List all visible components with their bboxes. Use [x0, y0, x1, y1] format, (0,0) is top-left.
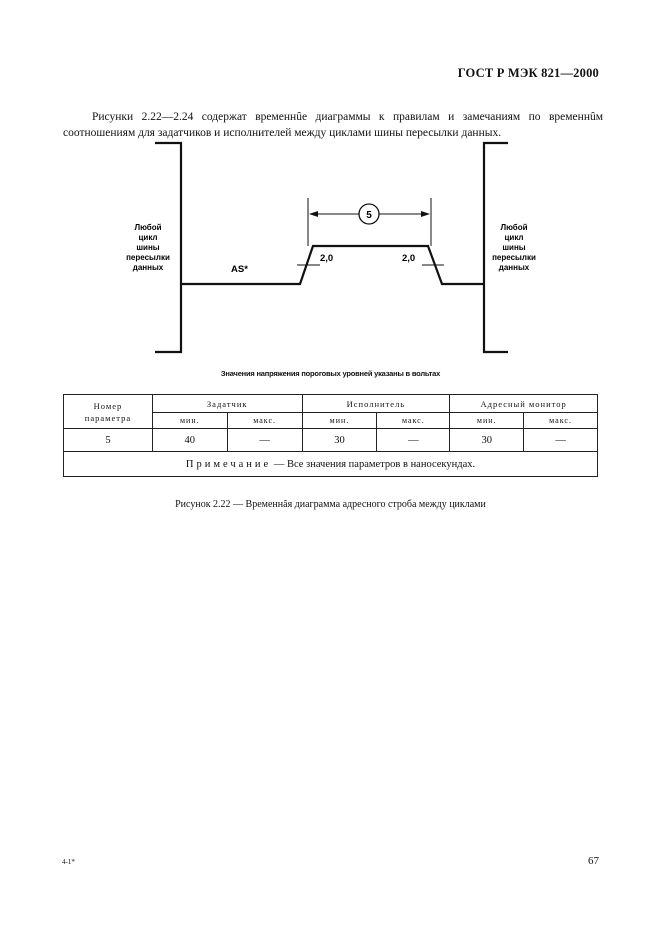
table-row	[64, 429, 598, 452]
svg-text:данных: данных	[498, 263, 530, 272]
sub-header-min: мин.	[152, 413, 227, 429]
svg-text:цикл: цикл	[138, 233, 158, 242]
svg-text:шины: шины	[136, 243, 160, 252]
fall-threshold-label: 2,0	[402, 253, 416, 264]
sub-header-max: макс.	[227, 413, 302, 429]
right-cycle-label	[492, 223, 536, 272]
value-cell: 30	[302, 429, 377, 452]
diagram-caption: Значения напряжения пороговых уровней указаны в вольтах	[220, 369, 441, 378]
intro-paragraph: Рисунки 2.22—2.24 содержат временнȗе диаграммы к правилам и замечаниям по временнȗм соотношениям для задатчиков и исполнителей между циклами шины пересылки данных.	[63, 110, 603, 139]
param-number-cell: 5	[64, 429, 153, 452]
col-header-master: Задатчик	[152, 395, 302, 413]
signal-label: AS*	[231, 264, 248, 275]
sub-header-max: макс.	[377, 413, 450, 429]
table-note	[64, 452, 598, 477]
svg-text:данных: данных	[132, 263, 164, 272]
col-header-address-monitor: Адресный монитор	[450, 395, 598, 413]
svg-text:Любой: Любой	[134, 223, 162, 232]
sub-header-min: мин.	[302, 413, 377, 429]
value-cell: —	[524, 429, 598, 452]
svg-text:пересылки: пересылки	[492, 253, 536, 262]
note-text: — Все значения параметров в наносекундах.	[271, 458, 476, 470]
document-header: ГОСТ Р МЭК 821—2000	[457, 66, 599, 80]
sub-header-max: макс.	[524, 413, 598, 429]
page-number: 67	[588, 855, 599, 867]
rise-threshold-label: 2,0	[320, 253, 334, 264]
value-cell: —	[377, 429, 450, 452]
svg-text:цикл: цикл	[504, 233, 524, 242]
left-cycle-label	[126, 223, 170, 272]
table-note-row	[64, 452, 598, 477]
param-marker: 5	[366, 210, 372, 221]
value-cell: 40	[152, 429, 227, 452]
dim-arrow-right	[421, 211, 430, 217]
sub-header-min: мин.	[450, 413, 524, 429]
footer-signature-mark: 4-1*	[62, 858, 75, 866]
note-label: Примечание	[185, 458, 272, 470]
col-header-slave: Исполнитель	[302, 395, 450, 413]
col-header-number: Номер параметра	[64, 395, 153, 429]
svg-text:шины: шины	[502, 243, 526, 252]
parameters-table	[63, 394, 598, 477]
svg-text:Любой: Любой	[500, 223, 528, 232]
figure-caption: Рисунок 2.22 — Временнȃя диаграмма адресного строба между циклами	[175, 499, 486, 510]
dim-arrow-left	[309, 211, 318, 217]
svg-text:пересылки: пересылки	[126, 253, 170, 262]
timing-diagram	[0, 0, 661, 370]
value-cell: 30	[450, 429, 524, 452]
value-cell: —	[227, 429, 302, 452]
